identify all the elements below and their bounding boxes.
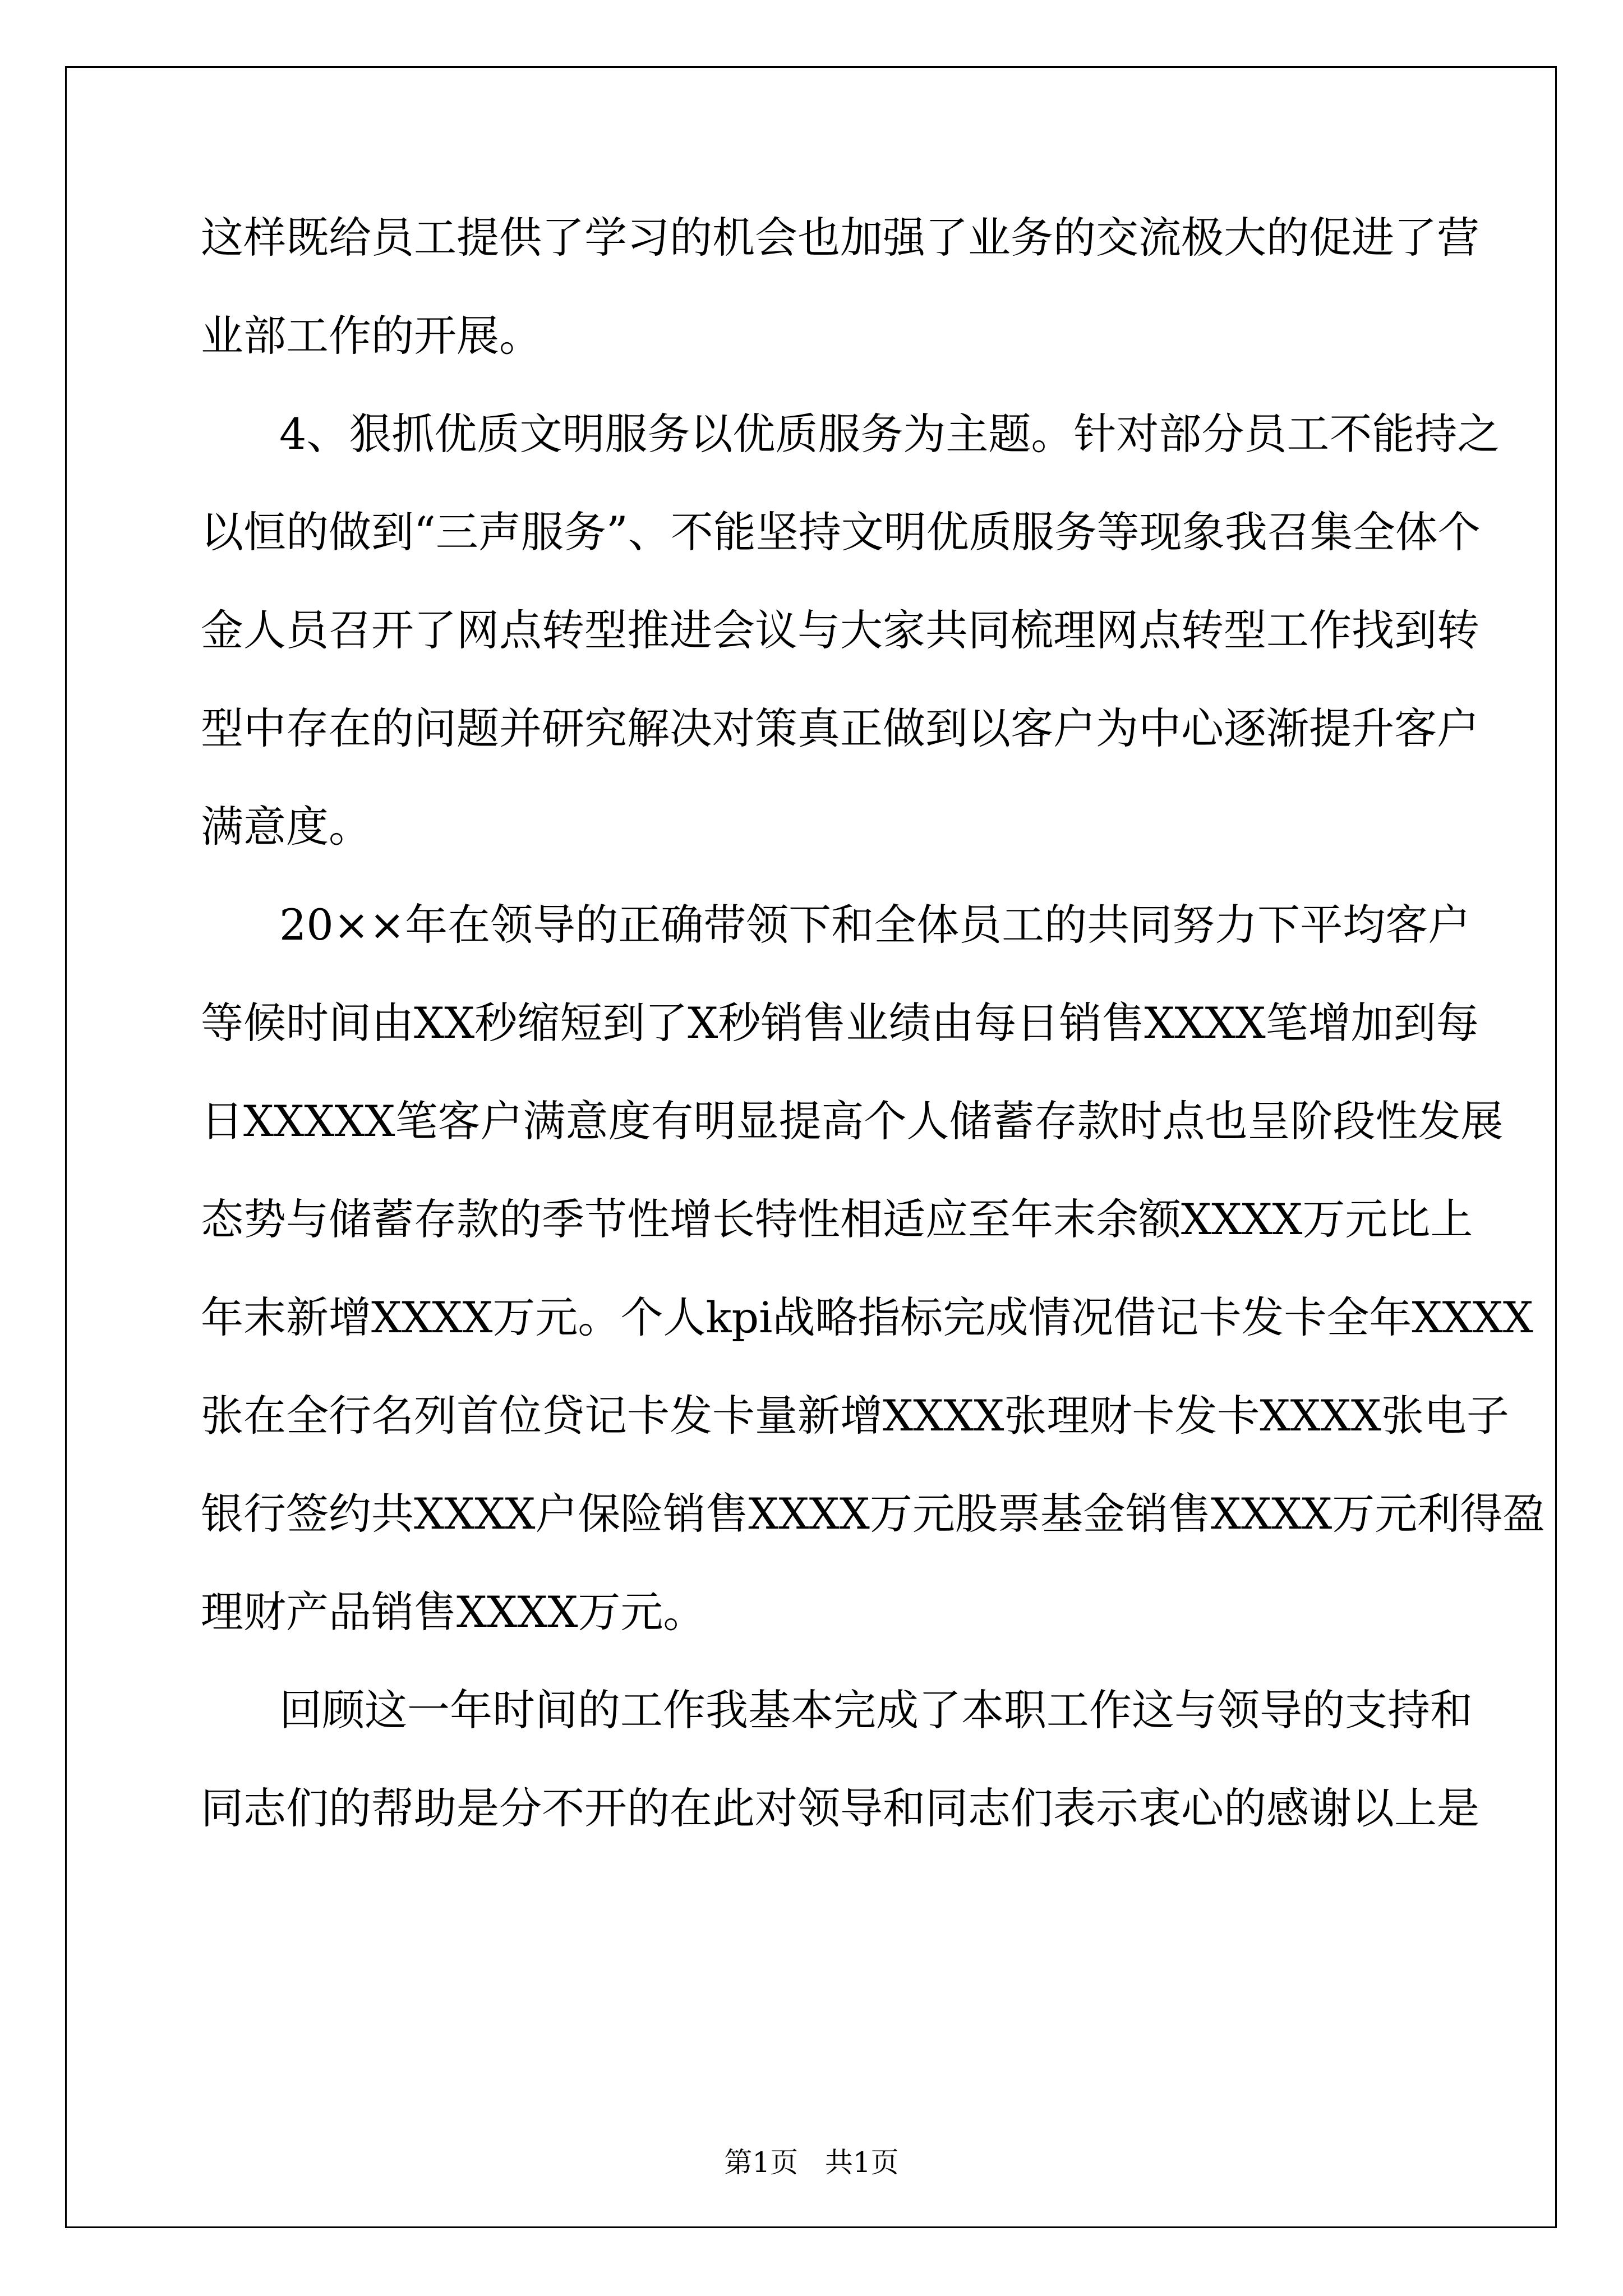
text-line: 年末新增XXXX万元。个人kpi战略指标完成情况借记卡发卡全年XXXX bbox=[201, 1292, 1533, 1342]
text-line: 银行签约共XXXX户保险销售XXXX万元股票基金销售XXXX万元利得盈 bbox=[201, 1489, 1546, 1539]
text-line: 20××年在领导的正确带领下和全体员工的共同努力下平均客户 bbox=[279, 900, 1471, 950]
text-line: 满意度。 bbox=[201, 802, 371, 852]
text-line: 金人员召开了网点转型推进会议与大家共同梳理网点转型工作找到转 bbox=[201, 605, 1479, 655]
text-line: 理财产品销售XXXX万元。 bbox=[201, 1587, 706, 1637]
text-line: 4、狠抓优质文明服务以优质服务为主题。针对部分员工不能持之 bbox=[279, 409, 1500, 459]
page-number: 第1页 共1页 bbox=[724, 2146, 899, 2179]
text-line: 以恒的做到“三声服务”、不能坚持文明优质服务等现象我召集全体个 bbox=[201, 507, 1481, 557]
text-line: 等候时间由XX秒缩短到了X秒销售业绩由每日销售XXXX笔增加到每 bbox=[201, 998, 1479, 1048]
document-body bbox=[201, 213, 1546, 1885]
text-line: 态势与储蓄存款的季节性增长特性相适应至年末余额XXXX万元比上 bbox=[201, 1194, 1473, 1244]
text-line: 这样既给员工提供了学习的机会也加强了业务的交流极大的促进了营 bbox=[201, 213, 1479, 263]
text-line: 同志们的帮助是分不开的在此对领导和同志们表示衷心的感谢以上是 bbox=[201, 1783, 1479, 1833]
text-line: 业部工作的开展。 bbox=[201, 311, 542, 361]
text-line: 日XXXXX笔客户满意度有明显提高个人储蓄存款时点也呈阶段性发展 bbox=[201, 1096, 1504, 1146]
text-line: 张在全行名列首位贷记卡发卡量新增XXXX张理财卡发卡XXXX张电子 bbox=[201, 1391, 1509, 1441]
text-line: 型中存在的问题并研究解决对策真正做到以客户为中心逐渐提升客户 bbox=[201, 703, 1479, 753]
text-line: 回顾这一年时间的工作我基本完成了本职工作这与领导的支持和 bbox=[279, 1685, 1473, 1735]
